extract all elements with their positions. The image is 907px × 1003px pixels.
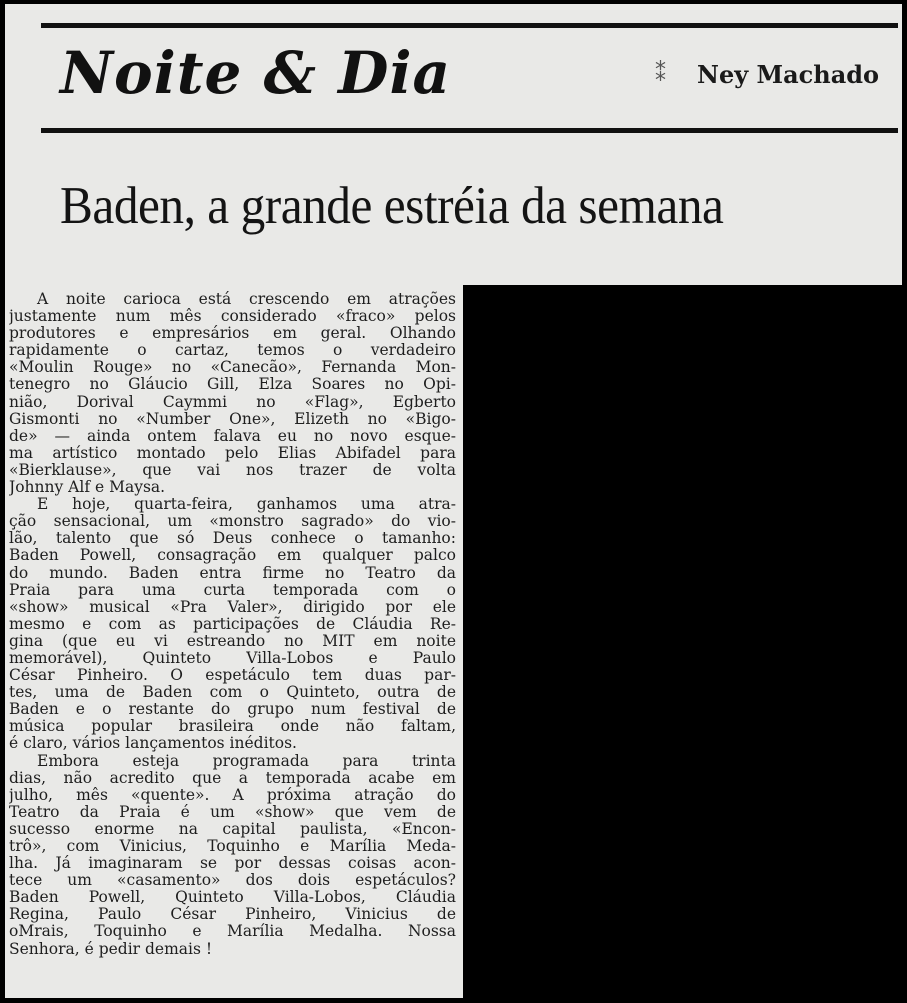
masthead-top-rule xyxy=(41,23,898,28)
article-line: tes, uma de Baden com o Quinteto, outra de xyxy=(9,684,456,702)
article-line: ma artístico montado pelo Elias Abifadel para xyxy=(9,444,456,462)
article-line: dias, não acredito que a temporada acabe em xyxy=(9,769,456,787)
redacted-area xyxy=(463,285,902,998)
article-line: tenegro no Gláucio Gill, Elza Soares no Opi- xyxy=(9,376,456,394)
article-line: é claro, vários lançamentos inéditos. xyxy=(9,735,297,753)
article-line: A noite carioca está crescendo em atrações xyxy=(37,291,456,308)
article-line: justamente num mês considerado «fraco» pelos xyxy=(9,308,456,326)
article-line: Baden e o restante do grupo num festival de xyxy=(9,701,456,719)
article-line: lão, talento que só Deus conhece o tamanho: xyxy=(9,530,456,548)
article-line: rapidamente o cartaz, temos o verdadeiro xyxy=(9,342,456,360)
article-line: Teatro da Praia é um «show» que vem de xyxy=(9,803,456,821)
column-title: Noite & Dia xyxy=(60,39,452,107)
article-line: produtores e empresários em geral. Olhando xyxy=(9,325,456,343)
article-line: nião, Dorival Caymmi no «Flag», Egberto xyxy=(9,393,456,411)
article-body xyxy=(9,291,456,958)
article-line: ção sensacional, um «monstro sagrado» do vio- xyxy=(9,513,456,531)
article-line: trô», com Vinicius, Toquinho e Marília Meda- xyxy=(9,838,456,855)
article-line: memorável), Quinteto Villa-Lobos e Paulo xyxy=(9,649,456,667)
article-line: César Pinheiro. O espetáculo tem duas par- xyxy=(9,667,456,685)
article-line: sucesso enorme na capital paulista, «Encon- xyxy=(9,820,456,838)
article-line: julho, mês «quente». A próxima atração do xyxy=(9,786,456,804)
article-line: gina (que eu vi estreando no MIT em noite xyxy=(9,632,456,650)
article-line: Baden Powell, Quinteto Villa-Lobos, Cláudia xyxy=(9,889,456,907)
article-headline: Baden, a grande estréia da semana xyxy=(60,177,724,235)
newspaper-clipping xyxy=(5,4,902,998)
article-line: tece um «casamento» dos dois espetáculos? xyxy=(9,872,456,890)
article-line: do mundo. Baden entra firme no Teatro da xyxy=(9,564,456,582)
article-line: E hoje, quarta-feira, ganhamos uma atra- xyxy=(37,496,456,514)
article-line: Regina, Paulo César Pinheiro, Vinicius de xyxy=(9,906,456,924)
article-line: Johnny Alf e Maysa. xyxy=(9,479,166,497)
byline-separator: ⁑ xyxy=(655,62,666,87)
masthead-bottom-rule xyxy=(41,128,898,133)
article-line: lha. Já imaginaram se por dessas coisas acon- xyxy=(9,855,456,873)
article-line: Baden Powell, consagração em qualquer palco xyxy=(9,547,456,565)
article-line: «show» musical «Pra Valer», dirigido por ele xyxy=(9,598,456,616)
article-line: mesmo e com as participações de Cláudia Re- xyxy=(9,615,456,633)
article-line: «Moulin Rouge» no «Canecão», Fernanda Mon- xyxy=(9,359,456,377)
article-line: oMrais, Toquinho e Marília Medalha. Nossa xyxy=(9,923,456,941)
article-line: Praia para uma curta temporada com o xyxy=(9,581,456,599)
article-line: música popular brasileira onde não faltam, xyxy=(9,718,456,736)
article-line: Embora esteja programada para trinta xyxy=(37,752,456,770)
article-line: Gismonti no «Number One», Elizeth no «Bigo- xyxy=(9,410,456,428)
article-line: de» — ainda ontem falava eu no novo esque- xyxy=(9,427,456,445)
article-line: «Bierklause», que vai nos trazer de volta xyxy=(9,461,456,479)
article-line: Senhora, é pedir demais ! xyxy=(9,940,213,958)
column-author: Ney Machado xyxy=(697,60,880,89)
